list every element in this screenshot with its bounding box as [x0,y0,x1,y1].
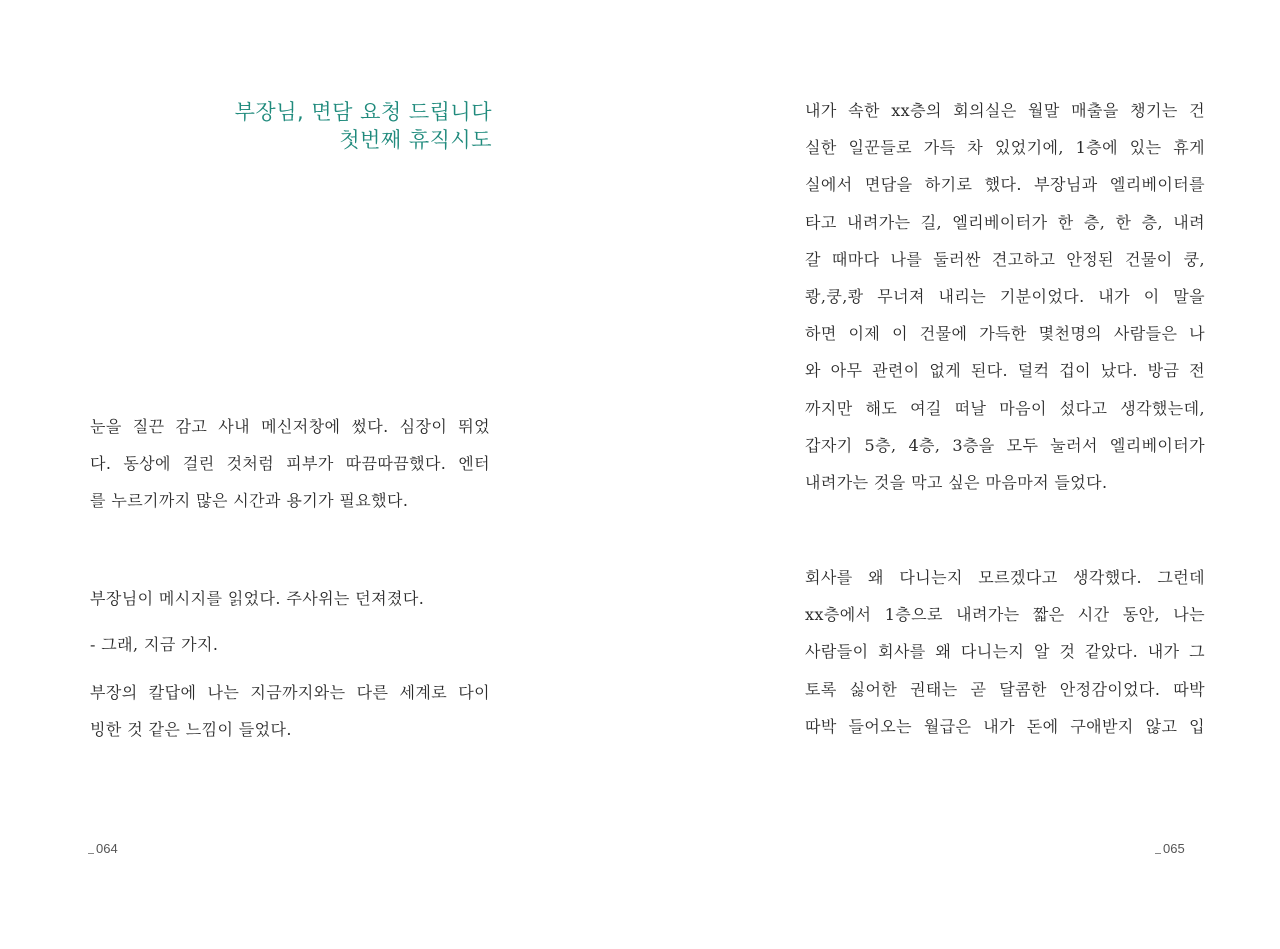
text-line: 갑자기 5층, 4층, 3층을 모두 눌러서 엘리베이터가 [805,435,1205,455]
text-line: 쾅,쿵,쾅 무너져 내리는 기분이었다. 내가 이 말을 [805,286,1205,306]
chapter-subtitle: 첫번째 휴직시도 [339,128,492,152]
text-line: 토록 싫어한 권태는 곧 달콤한 안정감이었다. 따박 [805,679,1205,699]
paragraph [805,92,1205,501]
text-line: 따박 들어오는 월급은 내가 돈에 구애받지 않고 입 [805,716,1205,736]
text-line: 부장님이 메시지를 읽었다. 주사위는 던져졌다. [90,589,425,608]
text-line: xx층에서 1층으로 내려가는 짧은 시간 동안, 나는 [805,605,1205,625]
page-number [1155,840,1185,858]
text-line: 까지만 해도 여길 떠날 마음이 섰다고 생각했는데, [805,398,1205,418]
text-line: 하면 이제 이 건물에 가득한 몇천명의 사람들은 나 [805,324,1205,344]
text-line: 갈 때마다 나를 둘러싼 견고하고 안정된 건물이 쿵, [805,249,1205,269]
text-line: 사람들이 회사를 왜 다니는지 알 것 같았다. 내가 그 [805,642,1205,662]
text-line: 실에서 면담을 하기로 했다. 부장님과 엘리베이터를 [805,175,1205,195]
right-page [640,0,1280,949]
folio-mark [88,853,94,854]
page-number-text: 064 [96,841,118,856]
text-line: 회사를 왜 다니는지 모르겠다고 생각했다. 그런데 [805,568,1205,587]
text-line: - 그래, 지금 가지. [90,635,219,654]
paragraph [90,580,490,617]
paragraph [805,559,1205,745]
folio-mark [1155,853,1161,854]
text-line: 눈을 질끈 감고 사내 메신저창에 썼다. 심장이 뛰었 [90,417,490,436]
paragraph [90,408,490,520]
text-line: 빙한 것 같은 느낌이 들었다. [90,720,292,740]
text-line: 타고 내려가는 길, 엘리베이터가 한 층, 한 층, 내려 [805,212,1205,232]
paragraph [90,674,490,748]
chapter-heading [235,98,492,154]
text-line: 내려가는 것을 막고 싶은 마음마저 들었다. [805,472,1108,492]
dialogue-line [90,626,490,663]
page-number-text: 065 [1163,841,1185,856]
text-line: 와 아무 관련이 없게 된다. 덜컥 겁이 났다. 방금 전 [805,361,1205,381]
text-line: 를 누르기까지 많은 시간과 용기가 필요했다. [90,491,409,511]
page-number [88,840,118,858]
chapter-title: 부장님, 면담 요청 드립니다 [234,100,492,124]
text-line: 다. 동상에 걸린 것처럼 피부가 따끔따끔했다. 엔터 [90,454,490,474]
text-line: 실한 일꾼들로 가득 차 있었기에, 1층에 있는 휴게 [805,138,1205,158]
text-line: 부장의 칼답에 나는 지금까지와는 다른 세계로 다이 [90,683,490,702]
text-line: 내가 속한 xx층의 회의실은 월말 매출을 챙기는 건 [805,101,1205,120]
